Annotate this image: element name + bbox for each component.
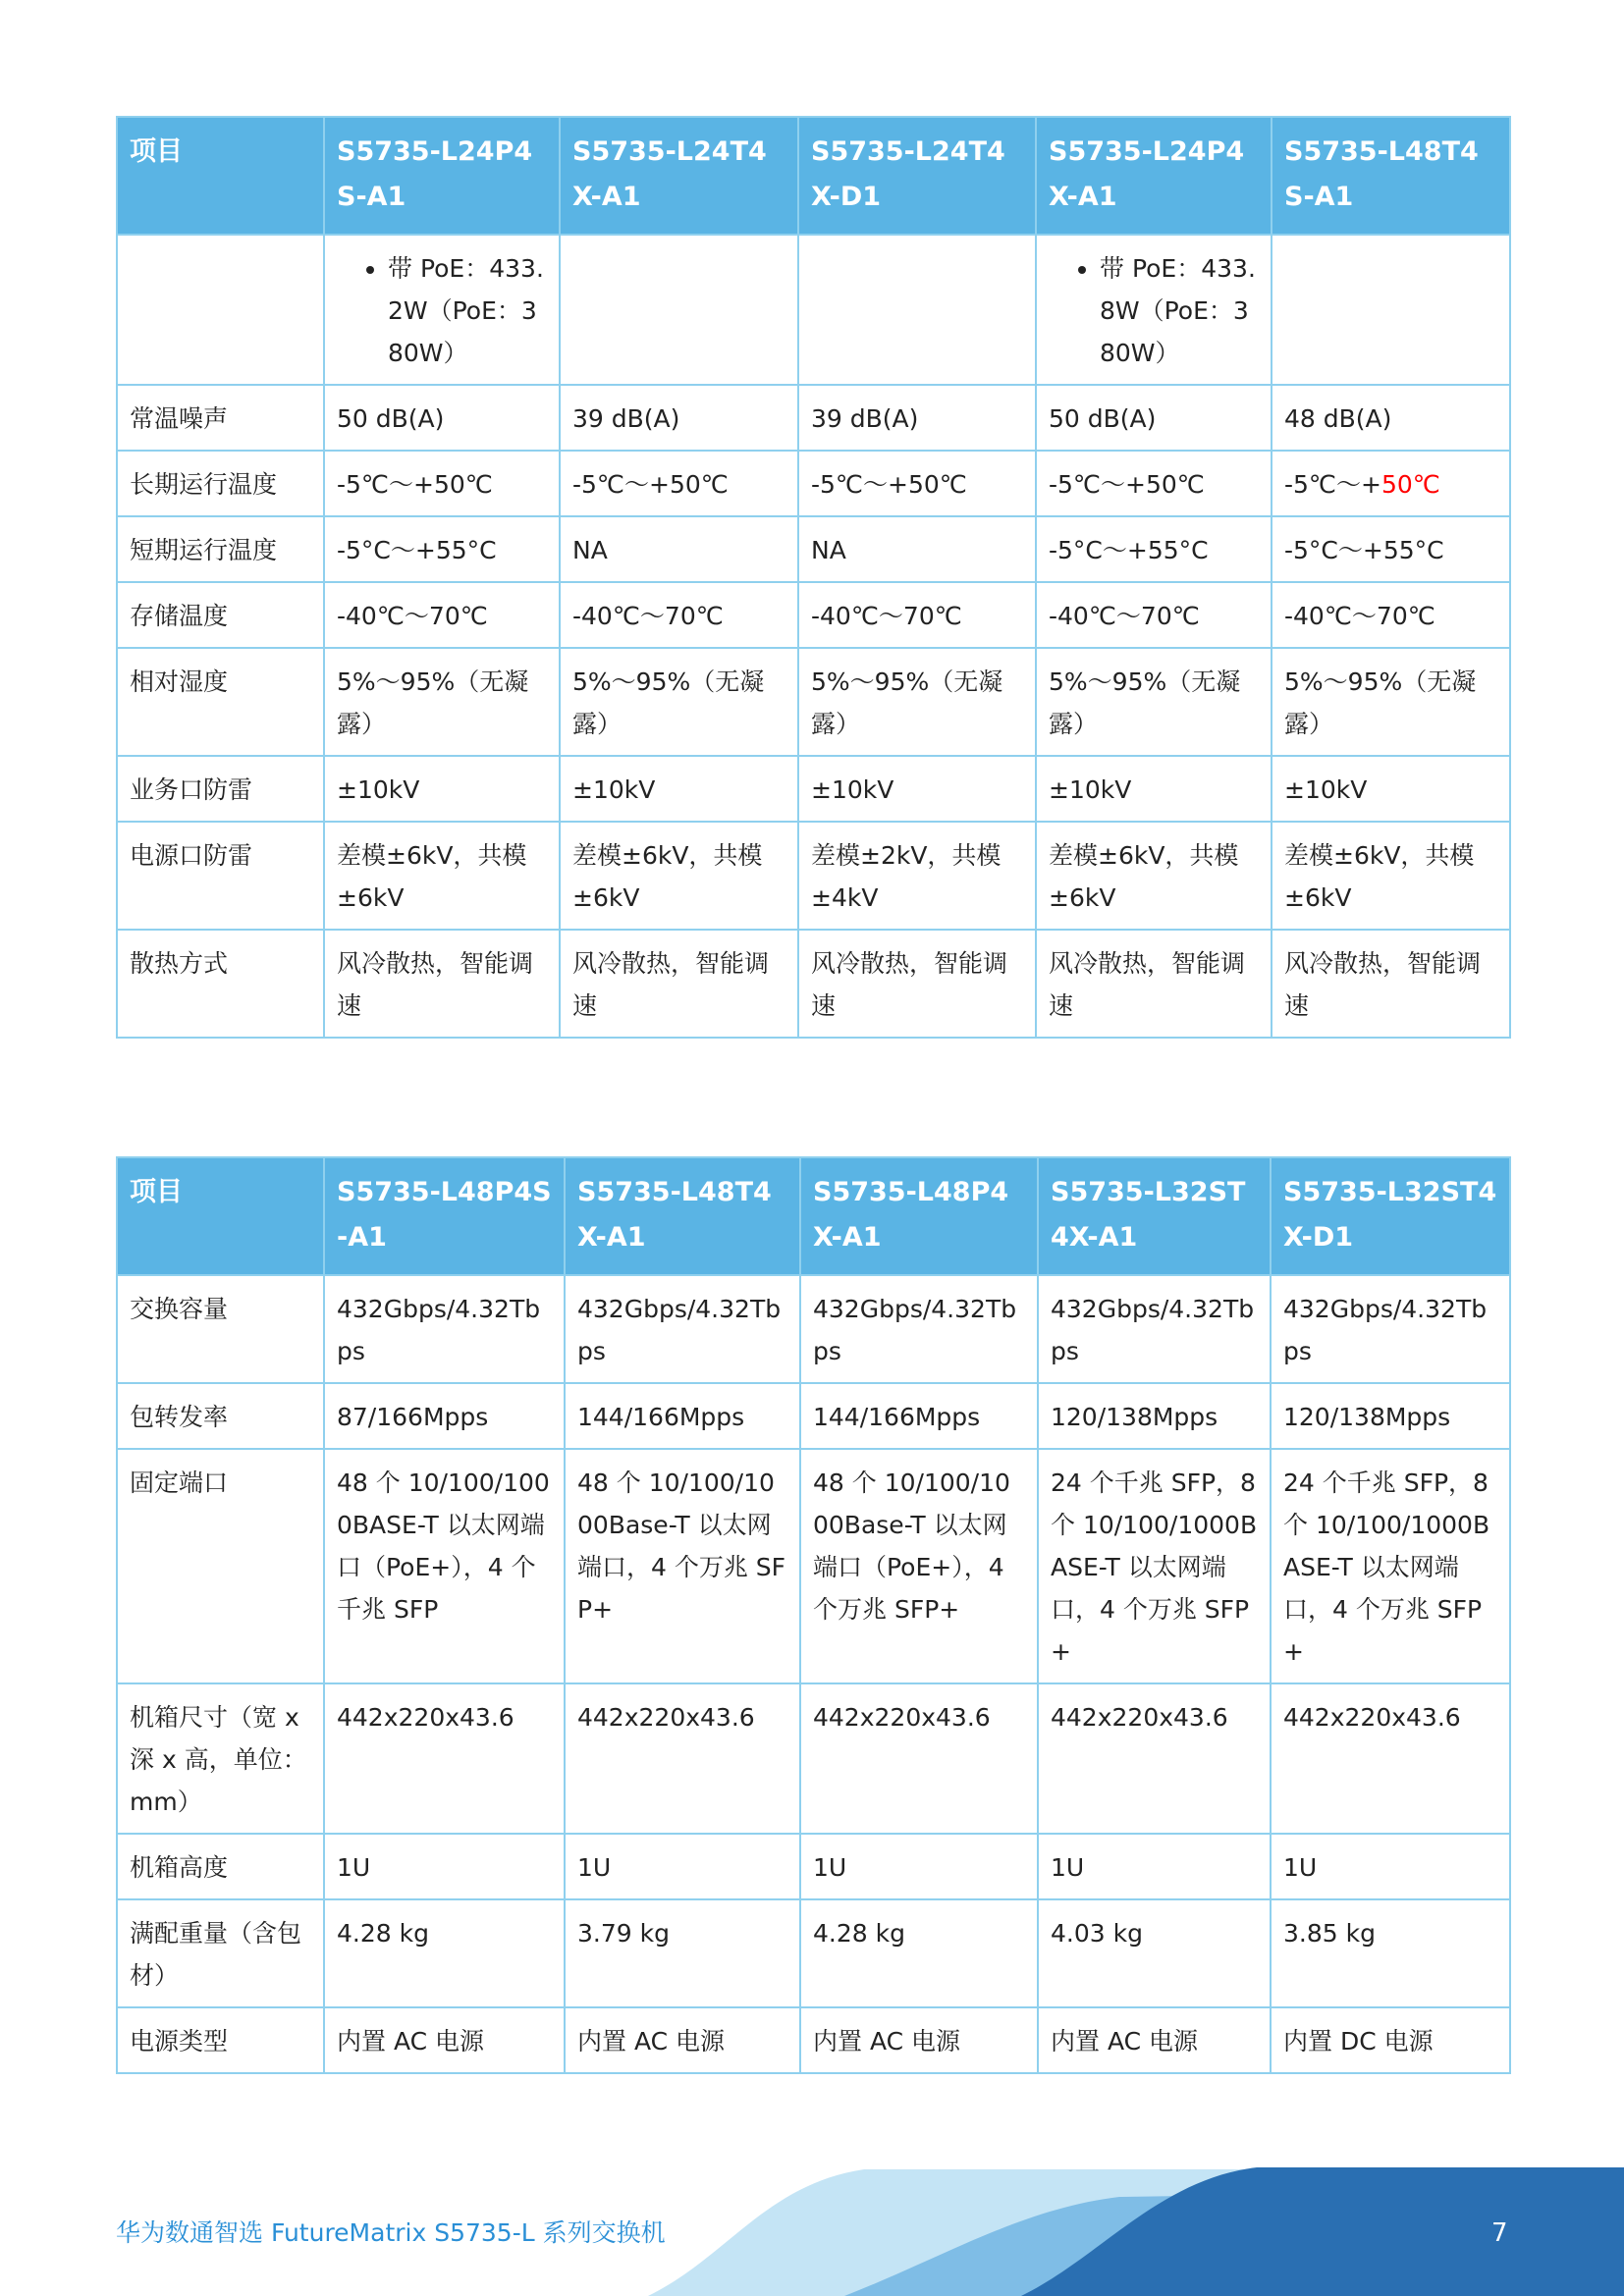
- table-cell: 1U: [565, 1834, 800, 1899]
- header-cell-item: 项目: [117, 1157, 324, 1275]
- table-cell: 5%～95%（无凝露）: [1036, 648, 1272, 756]
- page-number: 7: [1491, 2218, 1508, 2248]
- header-cell-model: S5735-L48T4X-A1: [565, 1157, 800, 1275]
- table-cell: -5℃～+50℃: [560, 451, 798, 516]
- table-cell: 432Gbps/4.32Tbps: [324, 1275, 565, 1383]
- table-row: [117, 1275, 1510, 1383]
- table-row: [117, 1834, 1510, 1899]
- table-cell: 1U: [1038, 1834, 1271, 1899]
- row-label: 包转发率: [117, 1383, 324, 1449]
- spec-table-2: [116, 1156, 1511, 2074]
- table-cell: 442x220x43.6: [324, 1683, 565, 1834]
- table-cell: 4.03 kg: [1038, 1899, 1271, 2007]
- row-label: 相对湿度: [117, 648, 324, 756]
- table-cell: 442x220x43.6: [800, 1683, 1038, 1834]
- table-cell: 48 个 10/100/1000Base-T 以太网端口，4 个万兆 SFP+: [565, 1449, 800, 1683]
- table-cell: 24 个千兆 SFP，8 个 10/100/1000BASE-T 以太网端口，4 个万兆 SFP+: [1038, 1449, 1271, 1683]
- table-cell: 432Gbps/4.32Tbps: [1271, 1275, 1510, 1383]
- table-cell: 差模±6kV，共模±6kV: [1272, 822, 1510, 930]
- table-cell: 24 个千兆 SFP，8 个 10/100/1000BASE-T 以太网端口，4 个万兆 SFP+: [1271, 1449, 1510, 1683]
- table-cell: 48 dB(A): [1272, 385, 1510, 451]
- table-cell: -40℃～70℃: [1036, 582, 1272, 648]
- table-cell: 1U: [324, 1834, 565, 1899]
- table-cell: [324, 235, 560, 385]
- table-row: [117, 648, 1510, 756]
- row-label: 交换容量: [117, 1275, 324, 1383]
- table-cell: [117, 235, 324, 385]
- table-cell: 442x220x43.6: [1038, 1683, 1271, 1834]
- table-row: [117, 1383, 1510, 1449]
- table-header-row: [117, 117, 1510, 235]
- bullet-list: [1049, 247, 1259, 374]
- table-cell: 内置 AC 电源: [324, 2007, 565, 2073]
- table-cell: 5%～95%（无凝露）: [1272, 648, 1510, 756]
- table-cell: 442x220x43.6: [565, 1683, 800, 1834]
- table-cell: [1272, 451, 1510, 516]
- header-cell-model: S5735-L24T4X-A1: [560, 117, 798, 235]
- table-cell: -5°C～+55°C: [324, 516, 560, 582]
- table-cell: 120/138Mpps: [1271, 1383, 1510, 1449]
- table-cell: -40℃～70℃: [798, 582, 1036, 648]
- table-cell: 风冷散热，智能调速: [1036, 930, 1272, 1038]
- table-cell: 内置 AC 电源: [1038, 2007, 1271, 2073]
- table-cell: 144/166Mpps: [800, 1383, 1038, 1449]
- table-row: [117, 385, 1510, 451]
- header-cell-model: S5735-L48P4S-A1: [324, 1157, 565, 1275]
- table-cell: 3.79 kg: [565, 1899, 800, 2007]
- table-cell: 风冷散热，智能调速: [1272, 930, 1510, 1038]
- table-row: [117, 930, 1510, 1038]
- table-row: [117, 1449, 1510, 1683]
- table-cell: 87/166Mpps: [324, 1383, 565, 1449]
- table-cell: [1272, 235, 1510, 385]
- table-cell: ±10kV: [324, 756, 560, 822]
- table-cell: NA: [560, 516, 798, 582]
- table-cell: ±10kV: [560, 756, 798, 822]
- table-cell: 39 dB(A): [798, 385, 1036, 451]
- table-cell: 差模±6kV，共模±6kV: [560, 822, 798, 930]
- row-label: 满配重量（含包材）: [117, 1899, 324, 2007]
- row-label: 电源类型: [117, 2007, 324, 2073]
- table-row: [117, 451, 1510, 516]
- table-row-continued: [117, 235, 1510, 385]
- row-label: 业务口防雷: [117, 756, 324, 822]
- table-cell: 48 个 10/100/1000BASE-T 以太网端口（PoE+），4 个千兆 SFP: [324, 1449, 565, 1683]
- table-cell: 5%～95%（无凝露）: [560, 648, 798, 756]
- table-cell: 50 dB(A): [1036, 385, 1272, 451]
- table-cell: 内置 DC 电源: [1271, 2007, 1510, 2073]
- table-cell: 5%～95%（无凝露）: [324, 648, 560, 756]
- table-row: [117, 582, 1510, 648]
- table-cell: 差模±6kV，共模±6kV: [324, 822, 560, 930]
- table-cell: 3.85 kg: [1271, 1899, 1510, 2007]
- table-cell: 内置 AC 电源: [565, 2007, 800, 2073]
- header-cell-model: S5735-L24P4S-A1: [324, 117, 560, 235]
- spec-table-1: [116, 116, 1511, 1039]
- table-cell: 50 dB(A): [324, 385, 560, 451]
- row-label: 机箱高度: [117, 1834, 324, 1899]
- row-label: 长期运行温度: [117, 451, 324, 516]
- bullet-list: [337, 247, 547, 374]
- table-cell: 1U: [1271, 1834, 1510, 1899]
- header-cell-model: S5735-L24P4X-A1: [1036, 117, 1272, 235]
- table-cell: 5%～95%（无凝露）: [798, 648, 1036, 756]
- row-label: 电源口防雷: [117, 822, 324, 930]
- table-cell: [560, 235, 798, 385]
- header-cell-model: S5735-L32ST4X-A1: [1038, 1157, 1271, 1275]
- list-item: • 带 PoE：433.8W（PoE：380W）: [1100, 247, 1259, 374]
- list-item: • 带 PoE：433.2W（PoE：380W）: [388, 247, 547, 374]
- table-cell: 144/166Mpps: [565, 1383, 800, 1449]
- highlight-text: 50℃: [1380, 470, 1440, 499]
- table-row: [117, 2007, 1510, 2073]
- header-cell-item: 项目: [117, 117, 324, 235]
- table-cell: 39 dB(A): [560, 385, 798, 451]
- table-header-row: [117, 1157, 1510, 1275]
- table-cell: -5℃～+50℃: [1036, 451, 1272, 516]
- row-label: 固定端口: [117, 1449, 324, 1683]
- table-cell: [798, 235, 1036, 385]
- table-row: [117, 1683, 1510, 1834]
- header-cell-model: S5735-L48T4S-A1: [1272, 117, 1510, 235]
- table-cell: 120/138Mpps: [1038, 1383, 1271, 1449]
- table-cell: ±10kV: [1272, 756, 1510, 822]
- table-cell: 432Gbps/4.32Tbps: [800, 1275, 1038, 1383]
- table-cell: -5°C～+55°C: [1036, 516, 1272, 582]
- table-cell: 内置 AC 电源: [800, 2007, 1038, 2073]
- row-label: 散热方式: [117, 930, 324, 1038]
- table-cell: 1U: [800, 1834, 1038, 1899]
- row-label: 短期运行温度: [117, 516, 324, 582]
- table-cell: 风冷散热，智能调速: [560, 930, 798, 1038]
- row-label: 机箱尺寸（宽 x 深 x 高，单位：mm）: [117, 1683, 324, 1834]
- table-cell: -40℃～70℃: [1272, 582, 1510, 648]
- header-cell-model: S5735-L24T4X-D1: [798, 117, 1036, 235]
- table-cell: 432Gbps/4.32Tbps: [1038, 1275, 1271, 1383]
- table-cell: 442x220x43.6: [1271, 1683, 1510, 1834]
- table-cell: -5℃～+50℃: [324, 451, 560, 516]
- table-cell: 48 个 10/100/1000Base-T 以太网端口（PoE+），4 个万兆 SFP+: [800, 1449, 1038, 1683]
- table-cell: 4.28 kg: [324, 1899, 565, 2007]
- table-row: [117, 1899, 1510, 2007]
- table-cell: ±10kV: [1036, 756, 1272, 822]
- table-cell: 差模±6kV，共模±6kV: [1036, 822, 1272, 930]
- table-cell: 风冷散热，智能调速: [324, 930, 560, 1038]
- table-row: [117, 822, 1510, 930]
- table-cell: 差模±2kV，共模±4kV: [798, 822, 1036, 930]
- table-cell: [1036, 235, 1272, 385]
- table-cell: 风冷散热，智能调速: [798, 930, 1036, 1038]
- table-row: [117, 516, 1510, 582]
- table-cell: -5℃～+50℃: [798, 451, 1036, 516]
- header-cell-model: S5735-L48P4X-A1: [800, 1157, 1038, 1275]
- cell-text: -5℃～+: [1284, 470, 1381, 499]
- table-cell: 432Gbps/4.32Tbps: [565, 1275, 800, 1383]
- table-cell: NA: [798, 516, 1036, 582]
- table-cell: 4.28 kg: [800, 1899, 1038, 2007]
- row-label: 存储温度: [117, 582, 324, 648]
- table-cell: -40℃～70℃: [560, 582, 798, 648]
- row-label: 常温噪声: [117, 385, 324, 451]
- header-cell-model: S5735-L32ST4X-D1: [1271, 1157, 1510, 1275]
- footer-title: 华为数通智选 FutureMatrix S5735-L 系列交换机: [116, 2218, 666, 2247]
- table-row: [117, 756, 1510, 822]
- table-cell: -40℃～70℃: [324, 582, 560, 648]
- table-cell: -5°C～+55°C: [1272, 516, 1510, 582]
- table-cell: ±10kV: [798, 756, 1036, 822]
